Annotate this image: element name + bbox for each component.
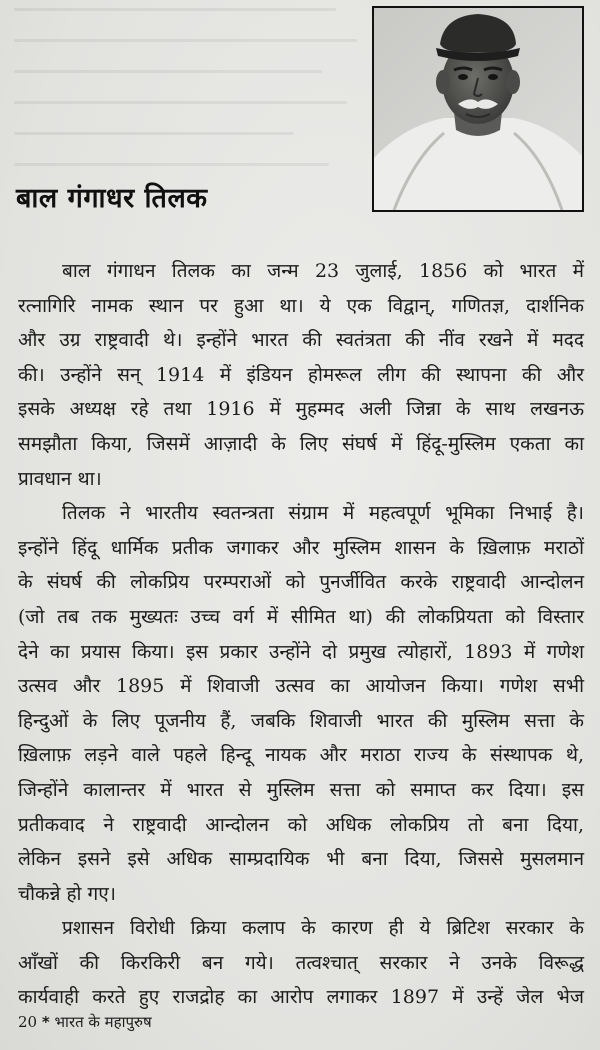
page-title: बाल गंगाधर तिलक	[16, 183, 208, 214]
article-body	[18, 254, 584, 1015]
paragraph	[18, 496, 584, 911]
text-line: उत्सव और 1895 में शिवाजी उत्सव का आयोजन किया। गणेश सभी	[18, 675, 584, 698]
text-line: आँखों की किरकिरी बन गये। तत्वश्चात् सरकार ने उनके विरूद्ध	[18, 951, 584, 974]
text-line: रत्नागिरि नामक स्थान पर हुआ था। ये एक विद्वान्, गणितज्ञ, दार्शनिक	[18, 294, 584, 317]
text-line: हिन्दुओं के लिए पूजनीय हैं, जबकि शिवाजी भारत की मुस्लिम सत्ता के	[18, 709, 584, 732]
text-line: प्रशासन विरोधी क्रिया कलाप के कारण ही ये ब्रिटिश सरकार के	[62, 917, 584, 940]
text-line: बाल गंगाधन तिलक का जन्म 23 जुलाई, 1856 को भारत में	[62, 260, 584, 282]
footer-separator: *	[41, 1013, 50, 1031]
book-title: भारत के महापुरुष	[54, 1013, 152, 1031]
page-footer	[18, 1012, 152, 1032]
text-line: चौकन्ने हो गए।	[18, 882, 116, 905]
text-line: (जो तब तक मुख्यतः उच्च वर्ग में सीमित था) की लोकप्रियता को विस्तार	[18, 605, 584, 628]
paragraph	[18, 911, 584, 1015]
text-line: प्रावधान था।	[18, 467, 102, 490]
page-number: 20	[18, 1013, 38, 1031]
bleed-through-text	[14, 8, 364, 194]
text-line: इन्होंने हिंदू धार्मिक प्रतीक जगाकर और मुस्लिम शासन के ख़िलाफ़ मराठों	[18, 536, 584, 559]
text-line: की। उन्होंने सन् 1914 में इंडियन होमरूल लीग की स्थापना की और	[18, 363, 584, 386]
text-line: ख़िलाफ़ लड़ने वाले पहले हिन्दू नायक और मराठा राज्य के संस्थापक थे,	[18, 744, 584, 767]
text-line: लेकिन इसने इसे अधिक साम्प्रदायिक भी बना दिया, जिससे मुसलमान	[18, 848, 584, 871]
tilak-portrait	[372, 6, 584, 212]
text-line: और उग्र राष्ट्रवादी थे। इन्होंने भारत की स्वतंत्रता की नींव रखने में मदद	[18, 329, 584, 352]
text-line: के संघर्ष की लोकप्रिय परम्पराओं को पुनर्जीवित करके राष्ट्रवादी आन्दोलन	[18, 571, 584, 594]
text-line: समझौता किया, जिसमें आज़ादी के लिए संघर्ष में हिंदू-मुस्लिम एकता का	[18, 432, 584, 455]
text-line: प्रतीकवाद ने राष्ट्रवादी आन्दोलन को अधिक लोकप्रिय तो बना दिया,	[18, 813, 584, 836]
text-line: कार्यवाही करते हुए राजद्रोह का आरोप लगाकर 1897 में उन्हें जेल भेज	[18, 986, 584, 1009]
paragraph	[18, 254, 584, 496]
text-line: तिलक ने भारतीय स्वतन्त्रता संग्राम में महत्वपूर्ण भूमिका निभाई है।	[62, 502, 584, 525]
text-line: देने का प्रयास किया। इस प्रकार उन्होंने दो प्रमुख त्योहारों, 1893 में गणेश	[18, 640, 584, 663]
portrait-illustration	[374, 8, 582, 210]
text-line: जिन्होंने कालान्तर में भारत से मुस्लिम सत्ता को समाप्त कर दिया। इस	[18, 778, 584, 801]
text-line: इसके अध्यक्ष रहे तथा 1916 में मुहम्मद अली जिन्ना के साथ लखनऊ	[18, 398, 584, 421]
